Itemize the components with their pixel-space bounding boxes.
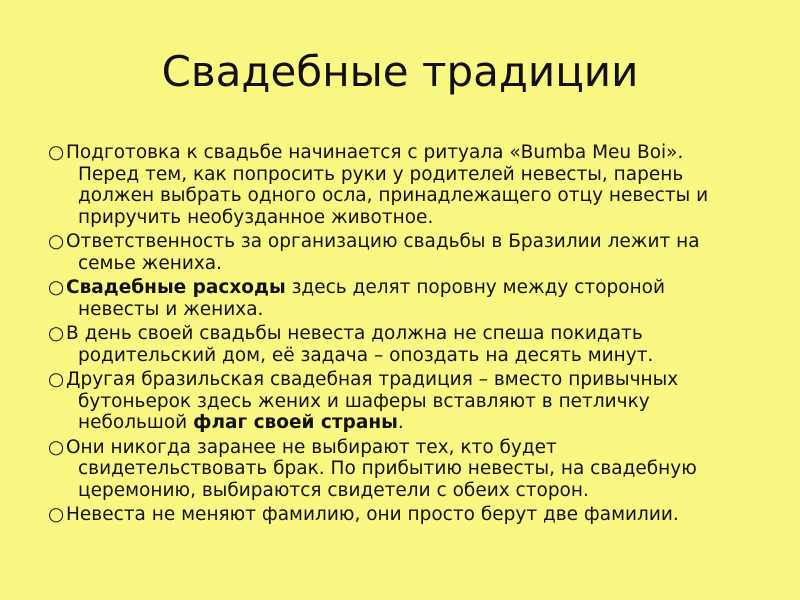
bullet-text: Другая бразильская свадебная традиция – вместо привычных бутоньерок здесь жених и шаферы вставляют в петличку небольшой [66, 369, 679, 434]
bullet-item [48, 369, 748, 434]
bullet-icon: ○ [48, 277, 65, 299]
bullet-item [48, 437, 748, 502]
bullet-text: здесь делят поровну между стороной невесты и жениха. [78, 277, 666, 320]
bullet-icon: ○ [48, 142, 65, 163]
bullet-text: Они никогда заранее не выбирают тех, кто будет свидетельствовать брак. По прибытию невесты, на свадебную церемонию, выбираются свидетели с обеих сторон. [66, 436, 697, 501]
bullet-text: Ответственность за организацию свадьбы в Бразилии лежит на семье жениха. [66, 231, 700, 274]
bold-phrase: Свадебные расходы [66, 277, 286, 299]
bullet-text: В день своей свадьбы невеста должна не спеша покидать родительский дом, её задача – опоздать на десять минут. [66, 323, 654, 366]
bullet-item [48, 142, 748, 228]
bullet-item [48, 277, 748, 320]
bullet-item [48, 231, 748, 274]
slide-title: Свадебные традиции [161, 47, 639, 96]
bullet-icon: ○ [48, 369, 65, 391]
bullet-text: . [397, 412, 404, 434]
bullet-item [48, 504, 748, 526]
bullet-icon: ○ [48, 231, 65, 253]
bullet-list [48, 142, 748, 529]
bullet-icon: ○ [48, 504, 65, 526]
bold-phrase: флаг своей страны [193, 412, 398, 434]
bullet-text: Подготовка к свадьбе начинается с ритуала «Bumba Meu Boi». Перед тем, как попросить руки у родителей невесты, парень должен выбрать одного осла, принадлежащего отцу невесты и приручить необузданное животное. [66, 142, 709, 228]
bullet-icon: ○ [48, 323, 65, 345]
bullet-text: Невеста не меняют фамилию, они просто берут две фамилии. [66, 504, 679, 526]
bullet-item [48, 323, 748, 366]
bullet-icon: ○ [48, 436, 65, 458]
